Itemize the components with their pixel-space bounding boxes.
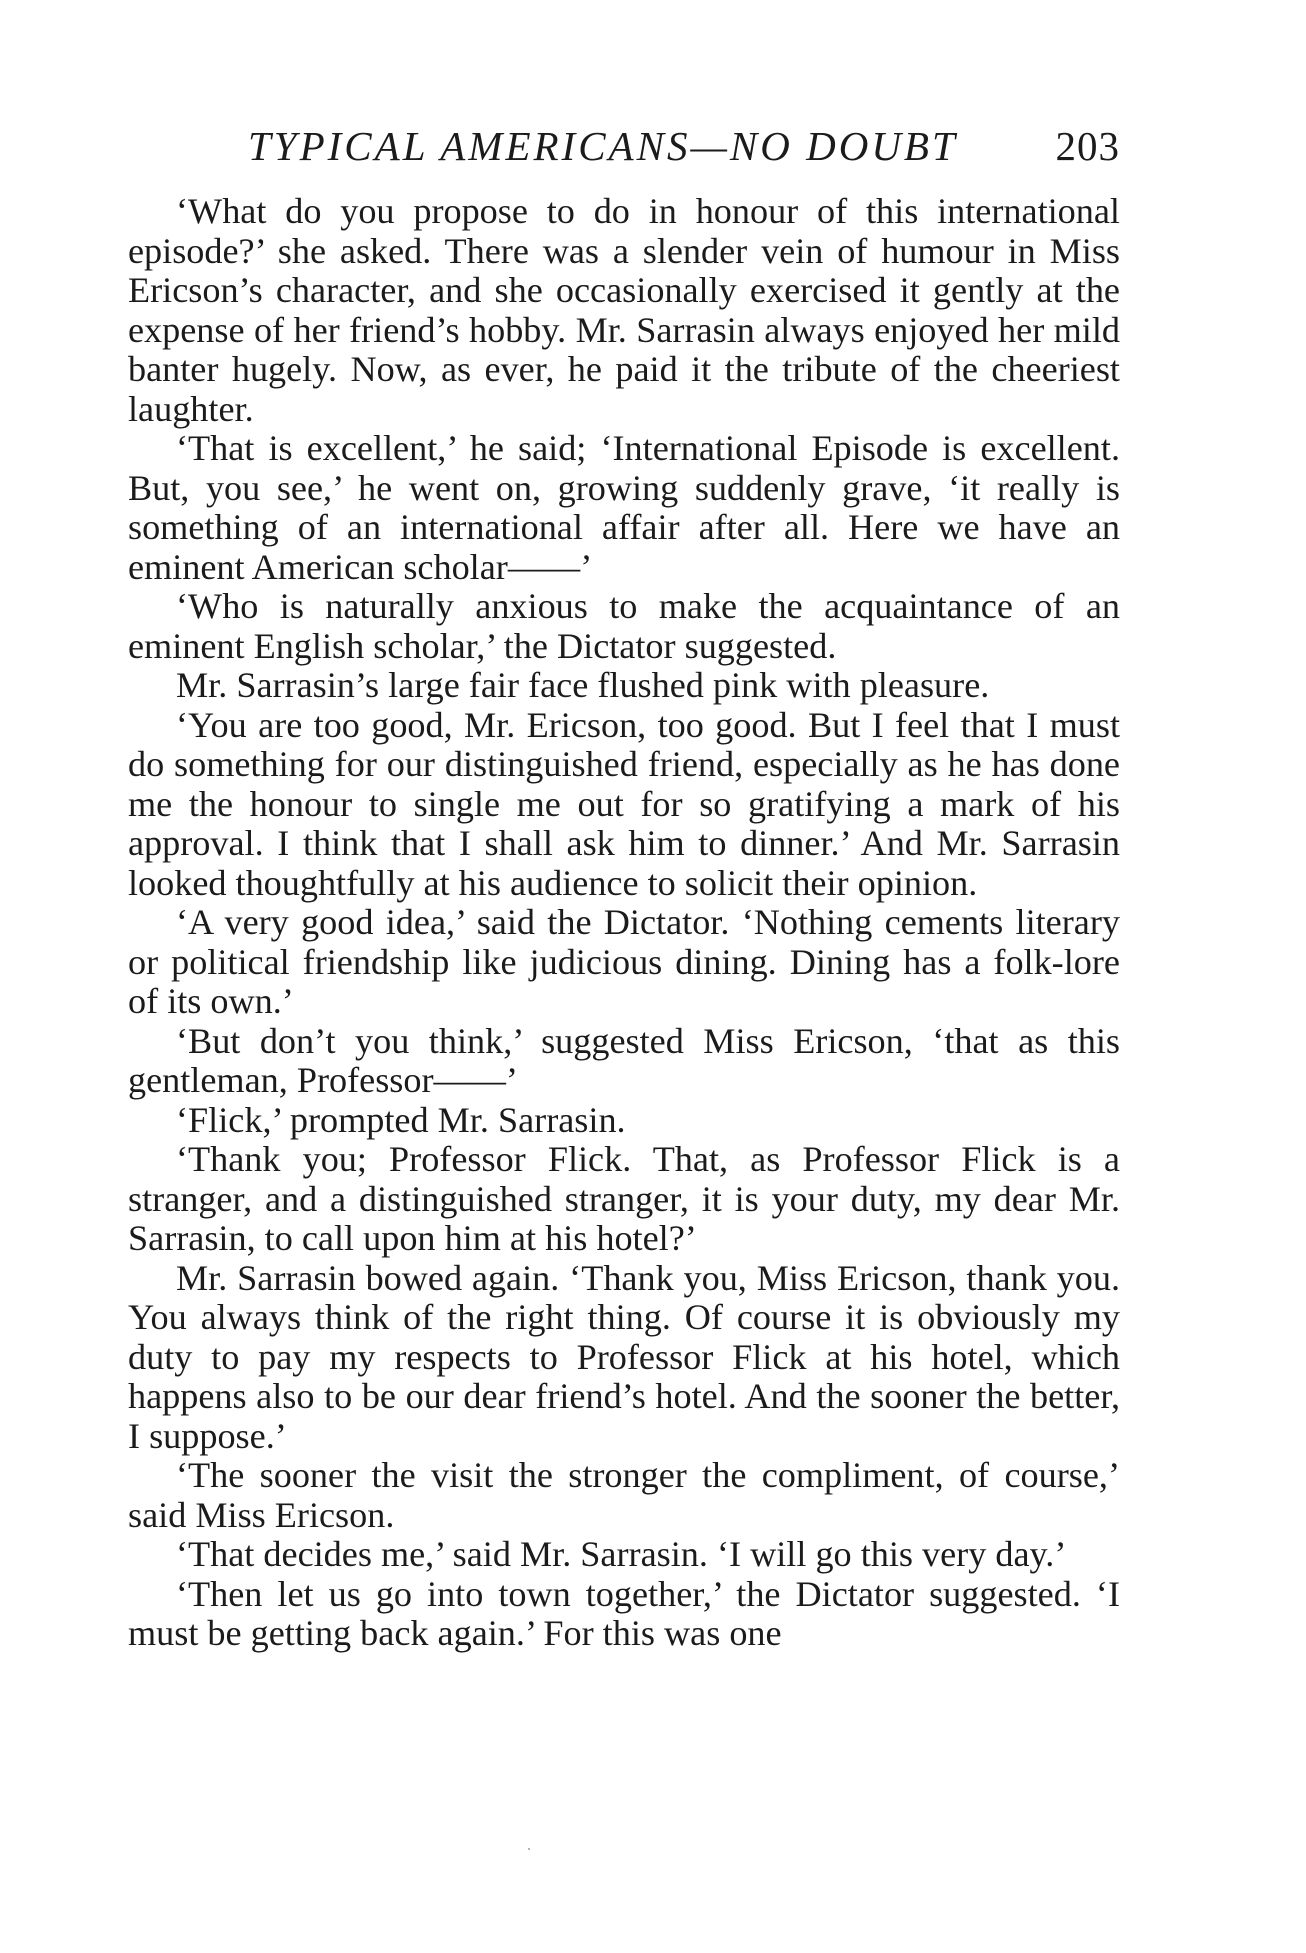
paragraph: ‘Flick,’ prompted Mr. Sarrasin. <box>176 1099 626 1140</box>
print-speck <box>528 1848 530 1850</box>
paragraph: ‘That decides me,’ said Mr. Sarrasin. ‘I will go this very day.’ <box>176 1534 1067 1574</box>
paragraph: ‘What do you propose to do in honour of this international episode?’ she asked. There was a slender vein of humour in Miss Ericson’s character, and she occasionally exercised it gently at the expense of her friend’s hobby. Mr. Sarrasin always enjoyed her mild banter hugely. Now, as ever, he paid it the tribute of the cheeriest laughter. <box>128 191 1120 429</box>
running-head: TYPICAL AMERICANS—NO DOUBT <box>248 123 958 169</box>
paragraph: ‘But don’t you think,’ suggested Miss Ericson, ‘that as this gentleman, Professor——’ <box>128 1020 1120 1100</box>
paragraph: ‘The sooner the visit the stronger the compliment, of course,’ said Miss Ericson. <box>128 1455 1120 1535</box>
paragraph: ‘That is excellent,’ he said; ‘International Episode is excellent. But, you see,’ he went on, growing suddenly grave, ‘it really is something of an international affair after all. Here we have an eminent American scholar——’ <box>128 428 1120 587</box>
paragraph: ‘You are too good, Mr. Ericson, too good. But I feel that I must do something for our distinguished friend, especially as he has done me the honour to single me out for so gratifying a mark of his approval. I think that I shall ask him to dinner.’ And Mr. Sarrasin looked thoughtfully at his audience to solicit their opinion. <box>128 704 1120 903</box>
paragraph: Mr. Sarrasin’s large fair face flushed pink with pleasure. <box>176 665 990 705</box>
page-header <box>128 122 1120 178</box>
paragraph: ‘Thank you; Professor Flick. That, as Professor Flick is a stranger, and a distinguished stranger, it is your duty, my dear Mr. Sarrasin, to call upon him at his hotel?’ <box>128 1139 1120 1258</box>
paragraph: ‘Who is naturally anxious to make the acquaintance of an eminent English scholar,’ the Dictator suggested. <box>128 586 1120 666</box>
paragraph: ‘A very good idea,’ said the Dictator. ‘Nothing cements literary or political friendship like judicious dining. Dining has a folk-lore of its own.’ <box>128 902 1120 1021</box>
paragraph: Mr. Sarrasin bowed again. ‘Thank you, Miss Ericson, thank you. You always think of the right thing. Of course it is obviously my duty to pay my respects to Professor Flick at his hotel, which happens also to be our dear friend’s hotel. And the sooner the better, I suppose.’ <box>128 1257 1120 1456</box>
book-page <box>128 122 1120 1654</box>
paragraph: ‘Then let us go into town together,’ the Dictator suggested. ‘I must be getting back again.’ For this was one <box>128 1573 1120 1653</box>
page-number: 203 <box>1055 123 1120 169</box>
body-text <box>128 192 1120 1654</box>
